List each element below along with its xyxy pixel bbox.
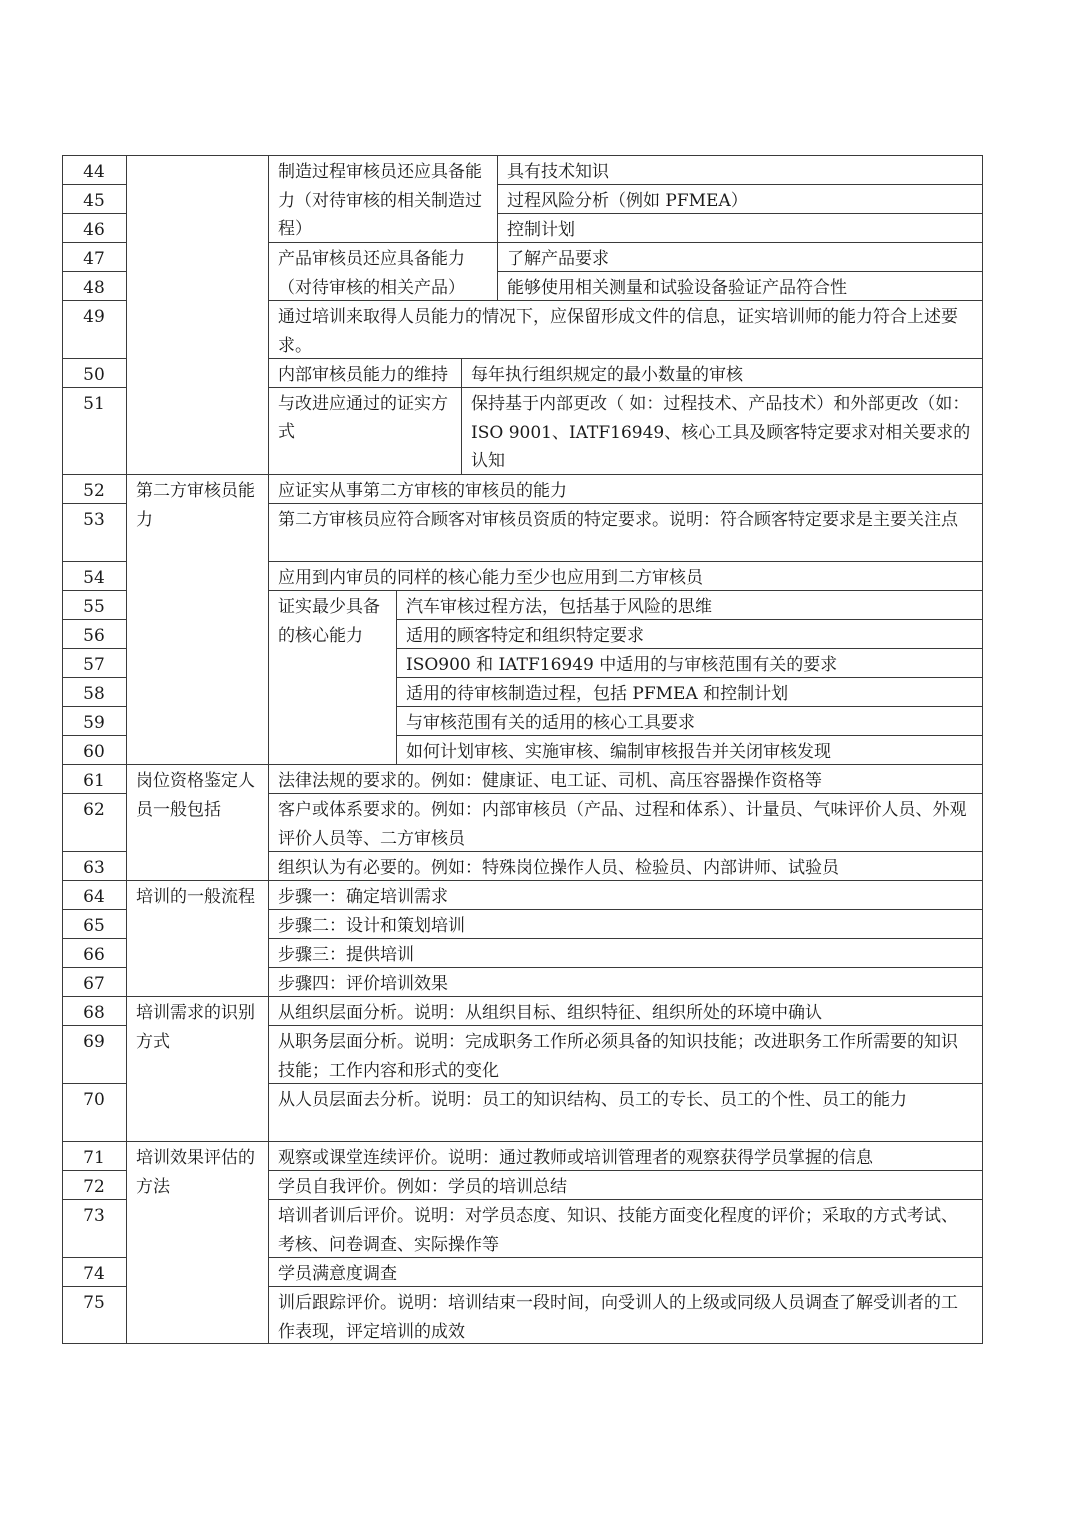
- table-cell: 步骤一：确定培训需求: [278, 887, 448, 907]
- row-number: 62: [83, 800, 105, 820]
- table-cell: 过程风险分析（例如 PFMEA）: [507, 191, 748, 211]
- table-cell: 从人员层面去分析。说明：员工的知识结构、员工的专长、员工的个性、员工的能力: [278, 1090, 907, 1110]
- row-number: 66: [83, 945, 105, 965]
- row-number: 45: [83, 191, 105, 211]
- row-number: 63: [83, 858, 105, 878]
- table-cell: 能够使用相关测量和试验设备验证产品符合性: [507, 278, 847, 298]
- table-cell: 了解产品要求: [507, 249, 609, 269]
- table-cell: 与审核范围有关的适用的核心工具要求: [406, 713, 695, 733]
- table-cell: 法律法规的要求的。例如：健康证、电工证、司机、高压容器操作资格等: [278, 771, 822, 791]
- row-number: 53: [83, 510, 105, 530]
- table-cell: 步骤三：提供培训: [278, 945, 414, 965]
- table-cell: 从职务层面分析。说明：完成职务工作所必须具备的知识技能；改进职务工作所需要的知识技能；工作内容和形式的变化: [278, 1032, 958, 1081]
- row-number: 64: [83, 887, 105, 907]
- group-label: 制造过程审核员还应具备能力（对待审核的相关制造过程）: [278, 162, 482, 239]
- table-cell: 训后跟踪评价。说明：培训结束一段时间，向受训人的上级或同级人员调查了解受训者的工作表现，评定培训的成效: [278, 1293, 958, 1342]
- group-label: 产品审核员还应具备能力（对待审核的相关产品）: [278, 249, 465, 298]
- row-number: 44: [83, 162, 105, 182]
- row-number: 60: [83, 742, 105, 762]
- row-number: 55: [83, 597, 105, 617]
- row-number: 65: [83, 916, 105, 936]
- row-number: 49: [83, 307, 105, 327]
- table-cell: 学员自我评价。例如：学员的培训总结: [278, 1177, 567, 1197]
- row-number: 72: [83, 1177, 105, 1197]
- category-label: 培训需求的识别方式: [136, 1003, 255, 1052]
- row-number: 68: [83, 1003, 105, 1023]
- row-number: 54: [83, 568, 105, 588]
- row-number: 61: [83, 771, 105, 791]
- row-number: 58: [83, 684, 105, 704]
- row-number: 48: [83, 278, 105, 298]
- row-number: 75: [83, 1293, 105, 1313]
- table-cell: 步骤二：设计和策划培训: [278, 916, 465, 936]
- category-label: 培训的一般流程: [136, 887, 255, 907]
- row-number: 59: [83, 713, 105, 733]
- category-label: 培训效果评估的方法: [136, 1148, 255, 1197]
- group-label: 内部审核员能力的维持与改进应通过的证实方式: [278, 365, 448, 442]
- row-number: 47: [83, 249, 105, 269]
- table-cell: 应用到内审员的同样的核心能力至少也应用到二方审核员: [278, 568, 703, 588]
- table-cell: 观察或课堂连续评价。说明：通过教师或培训管理者的观察获得学员掌握的信息: [278, 1148, 873, 1168]
- row-number: 50: [83, 365, 105, 385]
- row-number: 52: [83, 481, 105, 501]
- table-rule: [982, 155, 983, 1344]
- row-number: 71: [83, 1148, 105, 1168]
- row-number: 56: [83, 626, 105, 646]
- table-cell: 从组织层面分析。说明：从组织目标、组织特征、组织所处的环境中确认: [278, 1003, 822, 1023]
- row-number: 51: [83, 394, 105, 414]
- table-cell: 学员满意度调查: [278, 1264, 397, 1284]
- table-cell: 如何计划审核、实施审核、编制审核报告并关闭审核发现: [406, 742, 831, 762]
- category-label: 岗位资格鉴定人员一般包括: [136, 771, 255, 820]
- category-label: 第二方审核员能力: [136, 481, 255, 530]
- group-label: 证实最少具备的核心能力: [278, 597, 380, 646]
- table-cell: 第二方审核员应符合顾客对审核员资质的特定要求。说明：符合顾客特定要求是主要关注点: [278, 510, 958, 530]
- row-number: 46: [83, 220, 105, 240]
- row-number: 73: [83, 1206, 105, 1226]
- row-number: 67: [83, 974, 105, 994]
- table-cell: 组织认为有必要的。例如：特殊岗位操作人员、检验员、内部讲师、试验员: [278, 858, 839, 878]
- table-cell: 适用的顾客特定和组织特定要求: [406, 626, 644, 646]
- table-cell: 应证实从事第二方审核的审核员的能力: [278, 481, 567, 501]
- row-number: 70: [83, 1090, 105, 1110]
- table-cell: 通过培训来取得人员能力的情况下，应保留形成文件的信息，证实培训师的能力符合上述要求。: [278, 307, 958, 356]
- table-cell: 每年执行组织规定的最小数量的审核: [471, 365, 743, 385]
- row-number: 69: [83, 1032, 105, 1052]
- table-cell: 培训者训后评价。说明：对学员态度、知识、技能方面变化程度的评价；采取的方式考试、考核、问卷调查、实际操作等: [278, 1206, 958, 1255]
- row-number: 74: [83, 1264, 105, 1284]
- row-number: 57: [83, 655, 105, 675]
- table-cell: 汽车审核过程方法，包括基于风险的思维: [406, 597, 712, 617]
- table-cell: 客户或体系要求的。例如：内部审核员（产品、过程和体系）、计量员、气味评价人员、外观评价人员等、二方审核员: [278, 800, 967, 849]
- table-cell: 适用的待审核制造过程，包括 PFMEA 和控制计划: [406, 684, 789, 704]
- table-cell: ISO900 和 IATF16949 中适用的与审核范围有关的要求: [406, 655, 838, 675]
- table-cell: 保持基于内部更改（ 如：过程技术、产品技术）和外部更改（如：ISO 9001、IATF16949、核心工具及顾客特定要求对相关要求的认知: [471, 394, 971, 471]
- table-cell: 控制计划: [507, 220, 575, 240]
- table-cell: 具有技术知识: [507, 162, 609, 182]
- table-cell: 步骤四：评价培训效果: [278, 974, 448, 994]
- table-rule: [62, 1343, 983, 1344]
